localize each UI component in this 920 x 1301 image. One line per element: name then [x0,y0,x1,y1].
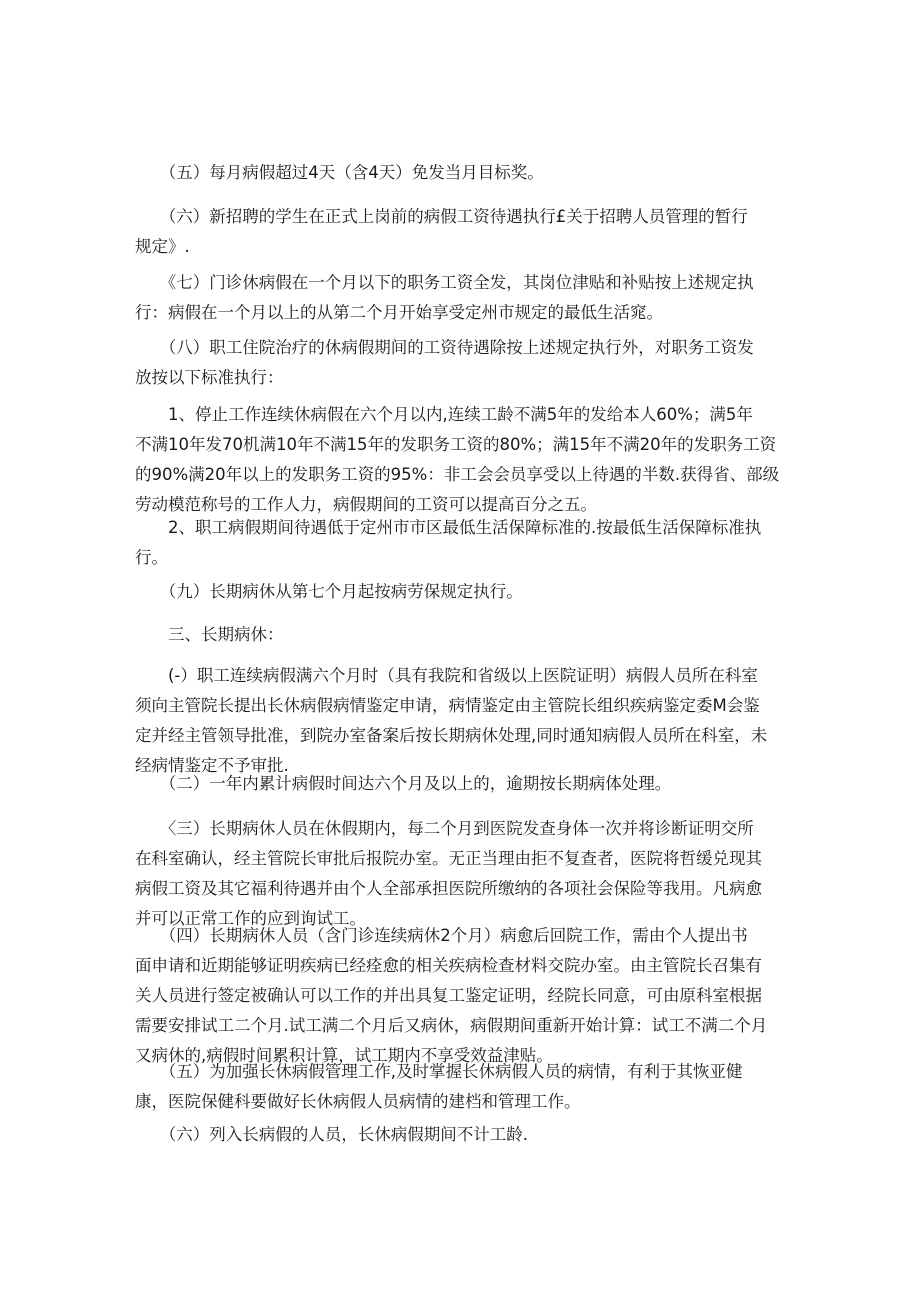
section-heading-long-term-sick-leave [135,620,795,650]
paragraph-line: 的90%满20年以上的发职务工资的95%：非工会会员享受以上待遇的半数.获得省、部级 [135,465,780,484]
paragraph-line: 定并经主管领导批准，到院办室备案后按长期病休处理,同时通知病假人员所在科室，未 [135,726,768,745]
paragraph-long-term-labor-insurance [135,577,795,607]
paragraph-line: 病假工资及其它福利待遇并由个人全部承担医院所缴纳的各项社会保险等我用。凡病愈 [135,879,762,898]
paragraph-wage-percent-rules [135,400,800,520]
paragraph-line: （六）新招聘的学生在正式上岗前的病假工资待遇执行£关于招聘人员管理的暂行 [135,207,748,226]
paragraph-line: 规定》. [135,237,190,256]
paragraph-bimonthly-checkup [135,814,795,934]
paragraph-line: 在科室确认，经主管院长审批后报院办室。无正当理由拒不复查者，医院将哲缓兑现其 [135,849,762,868]
paragraph-line: 又病休的,病假时间累积计算，试工期内不享受效益津贴。 [135,1046,553,1065]
paragraph-six-month-appraisal [135,661,795,781]
paragraph-line: 需要安排试工二个月.试工满二个月后又病休，病假期间重新开始计算：试工不满二个月 [135,1016,768,1035]
paragraph-line: 行：病假在一个月以上的从第二个月开始享受定州市规定的最低生活窕。 [135,303,663,322]
paragraph-line: 经病情鉴定不予审批. [135,756,289,775]
paragraph-line: (-）职工连续病假满六个月时（具有我院和省级以上医院证明）病假人员所在科室 [135,666,758,685]
paragraph-line: 《七）门诊休病假在一个月以下的职务工资全发，其岗位津贴和补贴按上述规定执 [135,273,754,292]
paragraph-line: 不满10年发70机满10年不满15年的发职务工资的80%；满15年不满20年的发职务工资 [135,435,777,454]
paragraph-line: （五）每月病假超过4天（含4天）免发当月目标奖。 [135,163,544,182]
paragraph-return-to-work [135,921,795,1071]
paragraph-cumulative-six-months [135,769,795,799]
paragraph-line: 康，医院保健科要做好长休病假人员病情的建档和管理工作。 [135,1092,581,1111]
paragraph-line: 须向主管院长提出长休病假病情鉴定申请，病情鉴定由主管院长组织疾病鉴定委M会鉴 [135,696,760,715]
paragraph-line: （四）长期病休人员（含门诊连续病休2个月）病愈后回院工作，需由个人提出书 [135,926,748,945]
paragraph-line: （九）长期病休从第七个月起按病劳保规定执行。 [135,582,523,601]
paragraph-line: 〈三）长期病休人员在休假期内，每二个月到医院发查身体一次并将诊断证明交所 [135,819,754,838]
paragraph-line: 放按以下标准执行： [135,368,284,387]
paragraph-line: （六）列入长病假的人员，长休病假期间不计工龄. [135,1125,528,1144]
paragraph-health-records [135,1057,795,1117]
paragraph-outpatient-sick-leave [135,268,795,328]
paragraph-monthly-sick-leave-bonus [135,158,795,188]
paragraph-line: 并可以正常工作的应到询试工。 [135,909,366,928]
paragraph-line: 2、职工病假期间待遇低于定州市市区最低生活保障标准的.按最低生活保障标准执 [135,518,762,537]
paragraph-minimum-living-guarantee [135,513,795,573]
paragraph-line: （二）一年内累计病假时间达六个月及以上的，逾期按长期病体处理。 [135,774,672,793]
paragraph-line: 行。 [135,548,168,567]
paragraph-line: （八）职工住院治疗的休病假期间的工资待遇除按上述规定执行外，对职务工资发 [135,338,754,357]
paragraph-inpatient-wage [135,333,795,393]
paragraph-line: （五）为加强长休病假管理工作,及时掌握长休病假人员的病情，有利于其恢亚健 [135,1062,743,1081]
paragraph-line: 1、停止工作连续休病假在六个月以内,连续工龄不满5年的发给本人60%；满5年 [135,405,753,424]
paragraph-no-seniority [135,1120,795,1150]
paragraph-line: 劳动模范称号的工作人力，病假期间的工资可以提高百分之五。 [135,495,597,514]
paragraph-line: 关人员进行签定被确认可以工作的并出具复工鉴定证明，经院长同意，可由原科室根据 [135,986,762,1005]
paragraph-new-recruit-wage [135,202,795,262]
section-heading-text: 三、长期病休： [135,625,284,644]
paragraph-line: 面申请和近期能够证明疾病已经痊愈的相关疾病检查材料交院办室。由主管院长召集有 [135,956,762,975]
